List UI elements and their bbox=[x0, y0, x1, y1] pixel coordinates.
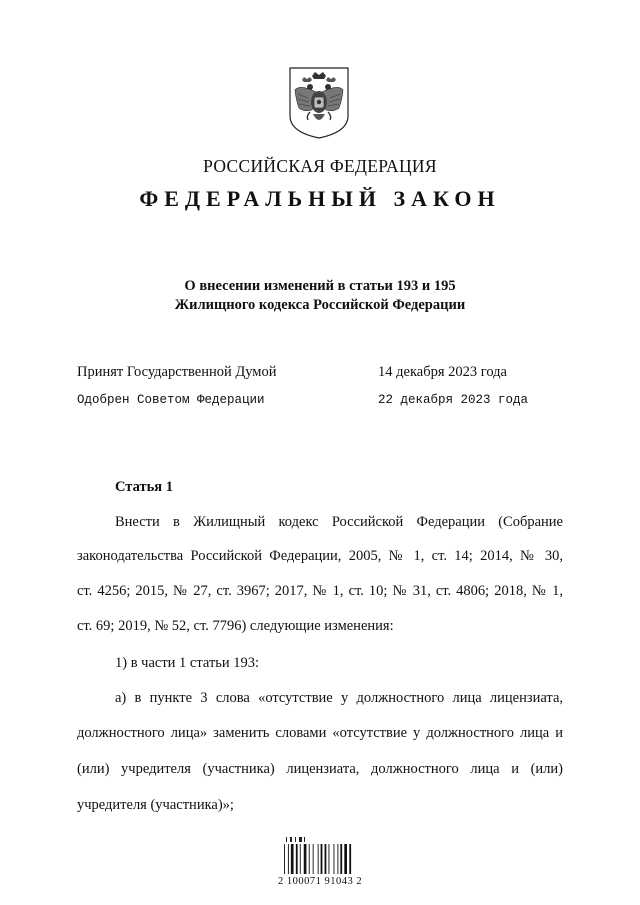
article-line: 1) в части 1 статьи 193: bbox=[115, 655, 260, 671]
article-line: законодательства Российской Федерации, 2005, № 1, ст. 14; 2014, № 30, bbox=[77, 548, 563, 564]
law-title-line-1: О внесении изменений в статьи 193 и 195 bbox=[184, 278, 456, 294]
country-name: РОССИЙСКАЯ ФЕДЕРАЦИЯ bbox=[203, 156, 437, 176]
russian-coat-of-arms-icon bbox=[286, 66, 352, 140]
article-line: ст. 4256; 2015, № 27, ст. 3967; 2017, № 1, ст. 10; № 31, ст. 4806; 2018, № 1, bbox=[77, 583, 563, 599]
approved-date: 22 декабря 2023 года bbox=[378, 393, 529, 407]
law-title bbox=[0, 277, 640, 315]
document-type: ФЕДЕРАЛЬНЫЙ ЗАКОН bbox=[139, 186, 501, 211]
article-line: а) в пункте 3 слова «отсутствие у должностного лица лицензиата, bbox=[115, 690, 563, 706]
article-line: учредителя (участника)»; bbox=[77, 797, 234, 813]
law-title-line-2: Жилищного кодекса Российской Федерации bbox=[174, 297, 466, 313]
barcode-number: 2 100071 91043 2 bbox=[277, 876, 363, 887]
article-line: Внести в Жилищный кодекс Российской Федерации (Собрание bbox=[115, 514, 563, 530]
article-heading: Статья 1 bbox=[115, 479, 173, 495]
barcode-icon bbox=[282, 836, 358, 876]
article-line: должностного лица» заменить словами «отсутствие у должностного лица и bbox=[77, 725, 563, 741]
article-line: ст. 69; 2019, № 52, ст. 7796) следующие изменения: bbox=[77, 618, 394, 634]
adopted-date: 14 декабря 2023 года bbox=[378, 364, 507, 380]
article-line: (или) учредителя (участника) лицензиата, должностного лица и (или) bbox=[77, 761, 563, 777]
approved-label: Одобрен Советом Федерации bbox=[77, 393, 265, 407]
adopted-label: Принят Государственной Думой bbox=[77, 364, 277, 380]
